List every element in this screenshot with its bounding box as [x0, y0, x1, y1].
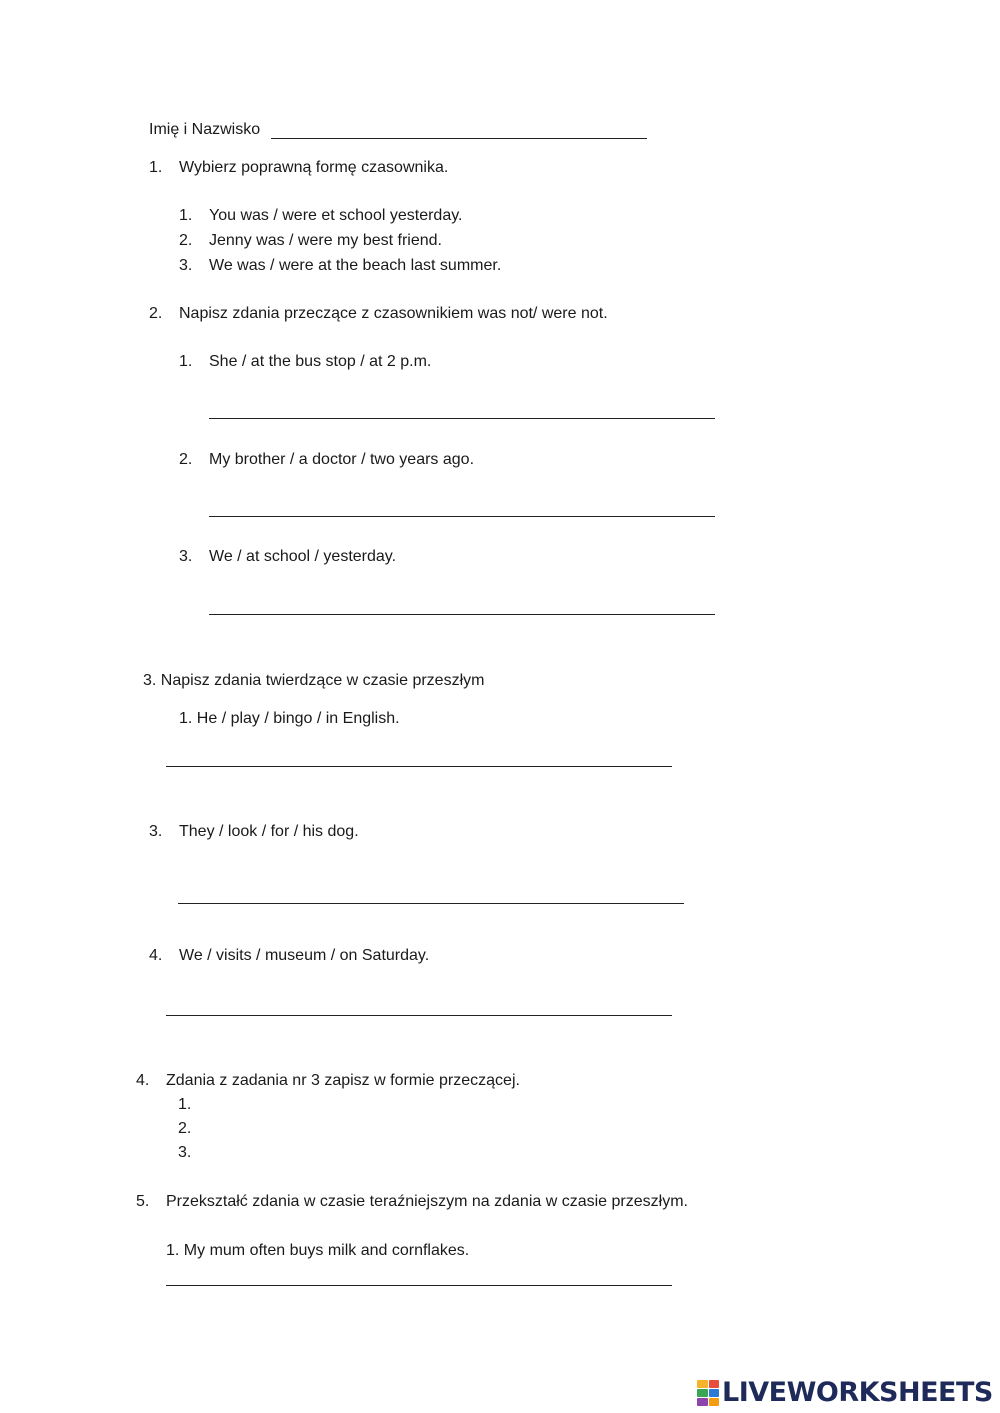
- task3-item4-answer-line[interactable]: [166, 1015, 672, 1016]
- task3-item4-number: 4.: [149, 947, 163, 964]
- logo-block: [697, 1389, 708, 1397]
- logo-block: [697, 1398, 708, 1406]
- task5-item1-answer-line[interactable]: [166, 1285, 672, 1286]
- task2-item3-answer-line[interactable]: [209, 614, 715, 615]
- liveworksheets-logo: [697, 1378, 993, 1408]
- task4-item1-number: 1.: [178, 1096, 192, 1113]
- task1-item1-number: 1.: [179, 207, 193, 224]
- task2-item3-text: We / at school / yesterday.: [209, 548, 397, 565]
- task1-item2-number: 2.: [179, 232, 193, 249]
- task2-number: 2.: [149, 305, 163, 322]
- task4-instruction: Zdania z zadania nr 3 zapisz w formie przeczącej.: [166, 1072, 520, 1089]
- task5-instruction: Przekształć zdania w czasie teraźniejszym na zdania w czasie przeszłym.: [166, 1193, 688, 1210]
- task3-instruction: 3. Napisz zdania twierdzące w czasie przeszłym: [143, 672, 485, 689]
- task3-item1-answer-line[interactable]: [166, 766, 672, 767]
- task2-item2-answer-line[interactable]: [209, 516, 715, 517]
- task5-number: 5.: [136, 1193, 150, 1210]
- task4-number: 4.: [136, 1072, 150, 1089]
- task2-item1-text: She / at the bus stop / at 2 p.m.: [209, 353, 432, 370]
- logo-block: [709, 1389, 720, 1397]
- task2-item2-number: 2.: [179, 451, 193, 468]
- task1-number: 1.: [149, 159, 163, 176]
- task1-item3-text: We was / were at the beach last summer.: [209, 257, 502, 274]
- task4-item3-number: 3.: [178, 1144, 192, 1161]
- task3-item4-text: We / visits / museum / on Saturday.: [179, 947, 430, 964]
- logo-block: [697, 1380, 708, 1388]
- task2-item1-number: 1.: [179, 353, 193, 370]
- name-answer-line[interactable]: [271, 138, 647, 139]
- task2-item1-answer-line[interactable]: [209, 418, 715, 419]
- task4-item2-number: 2.: [178, 1120, 192, 1137]
- task5-item1-text: 1. My mum often buys milk and cornflakes.: [166, 1242, 470, 1259]
- task3-item3-text: They / look / for / his dog.: [179, 823, 359, 840]
- name-label: Imię i Nazwisko: [149, 121, 261, 138]
- logo-text: LIVEWORKSHEETS: [722, 1377, 993, 1408]
- task2-item2-text: My brother / a doctor / two years ago.: [209, 451, 475, 468]
- task2-instruction: Napisz zdania przeczące z czasownikiem was not/ were not.: [179, 305, 608, 322]
- task1-item2-text: Jenny was / were my best friend.: [209, 232, 442, 249]
- task1-item1-text: You was / were et school yesterday.: [209, 207, 463, 224]
- task3-item3-number: 3.: [149, 823, 163, 840]
- task3-item3-answer-line[interactable]: [178, 903, 684, 904]
- task2-item3-number: 3.: [179, 548, 193, 565]
- task1-instruction: Wybierz poprawną formę czasownika.: [179, 159, 449, 176]
- task1-item3-number: 3.: [179, 257, 193, 274]
- logo-block: [709, 1380, 720, 1388]
- task3-item1-text: 1. He / play / bingo / in English.: [179, 710, 400, 727]
- logo-block: [709, 1398, 720, 1406]
- logo-mark-icon: [697, 1380, 719, 1406]
